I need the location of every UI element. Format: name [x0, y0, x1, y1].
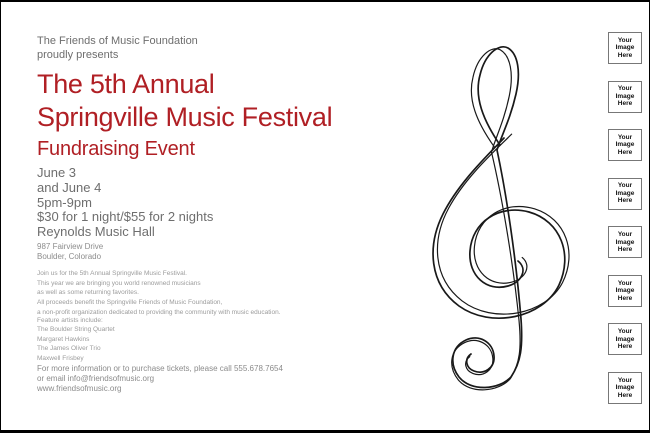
schedule-block [37, 166, 213, 240]
schedule-time: 5pm-9pm [37, 194, 92, 210]
schedule-date-2: and June 4 [37, 179, 102, 195]
image-placeholder-box-6 [608, 275, 642, 307]
image-placeholder-box-5 [608, 226, 642, 258]
placeholder-text: Here [617, 148, 633, 156]
poster-title [37, 68, 332, 134]
placeholder-text: Your [617, 133, 633, 141]
artist-name: Maxwell Frisbey [37, 354, 84, 362]
placeholder-text: Here [617, 343, 633, 351]
placeholder-text: Your [617, 376, 633, 384]
placeholder-text: Your [617, 328, 633, 336]
placeholder-text: Image [615, 44, 635, 52]
treble-clef-icon [371, 2, 601, 433]
artists-heading: Feature artists include: [37, 317, 103, 324]
image-placeholder-box-8 [608, 372, 642, 404]
placeholder-text: Your [617, 182, 633, 190]
schedule-price: $30 for 1 night/$55 for 2 nights [37, 209, 214, 225]
artist-name: The James Oliver Trio [37, 345, 101, 353]
presenter-block [37, 34, 198, 62]
description-line: Join us for the 5th Annual Springville Music Festival. [37, 270, 187, 277]
placeholder-text: Image [615, 141, 635, 149]
address-city: Boulder, Colorado [37, 251, 102, 261]
placeholder-text: Here [617, 197, 633, 205]
event-description [37, 269, 281, 318]
image-placeholder-column [608, 32, 642, 404]
placeholder-text: Image [615, 238, 635, 246]
title-line-1: The 5th Annual [37, 69, 215, 99]
placeholder-text: Your [617, 231, 633, 238]
placeholder-text: Image [615, 92, 635, 100]
placeholder-text: Image [615, 287, 635, 295]
image-placeholder-box-2 [608, 81, 642, 113]
placeholder-text: Your [617, 85, 633, 93]
image-placeholder-box-3 [608, 129, 642, 161]
placeholder-text: Image [615, 335, 635, 343]
image-placeholder-box-4 [608, 178, 642, 210]
placeholder-text: Your [617, 36, 633, 44]
description-line: as well as some returning favorites. [37, 289, 139, 297]
description-line: a non-profit organization dedicated to providing the community with music education. [37, 308, 281, 316]
poster-subtitle: Fundraising Event [37, 138, 195, 160]
description-line: All proceeds benefit the Springville Friends of Music Foundation, [37, 299, 223, 307]
presenter-line-2: proudly presents [37, 49, 119, 61]
image-placeholder-box-1 [608, 32, 642, 64]
address-street: 987 Fairview Drive [37, 242, 104, 251]
schedule-venue: Reynolds Music Hall [37, 224, 155, 240]
placeholder-text: Here [617, 294, 633, 302]
schedule-date-1: June 3 [37, 165, 77, 180]
contact-phone-line: For more information or to purchase tickets, please call 555.678.7654 [37, 364, 283, 373]
placeholder-text: Image [615, 384, 635, 392]
description-line: This year we are bringing you world renowned musicians [37, 279, 201, 287]
presenter-line-1: The Friends of Music Foundation [37, 35, 198, 47]
artist-name: Margaret Hawkins [37, 335, 90, 343]
venue-address [37, 242, 103, 261]
placeholder-text: Your [617, 279, 633, 287]
image-placeholder-box-7 [608, 323, 642, 355]
contact-email-line: or email info@friendsofmusic.org [37, 374, 155, 383]
placeholder-text: Here [617, 100, 633, 108]
placeholder-text: Here [617, 246, 633, 253]
contact-website-line: www.friendsofmusic.org [37, 384, 122, 393]
featured-artists-block [37, 316, 115, 363]
artist-name: The Boulder String Quartet [37, 326, 115, 334]
placeholder-text: Image [615, 189, 635, 197]
placeholder-text: Here [617, 391, 633, 399]
placeholder-text: Here [617, 51, 633, 59]
title-line-2: Springville Music Festival [37, 102, 333, 132]
contact-block [37, 364, 283, 394]
